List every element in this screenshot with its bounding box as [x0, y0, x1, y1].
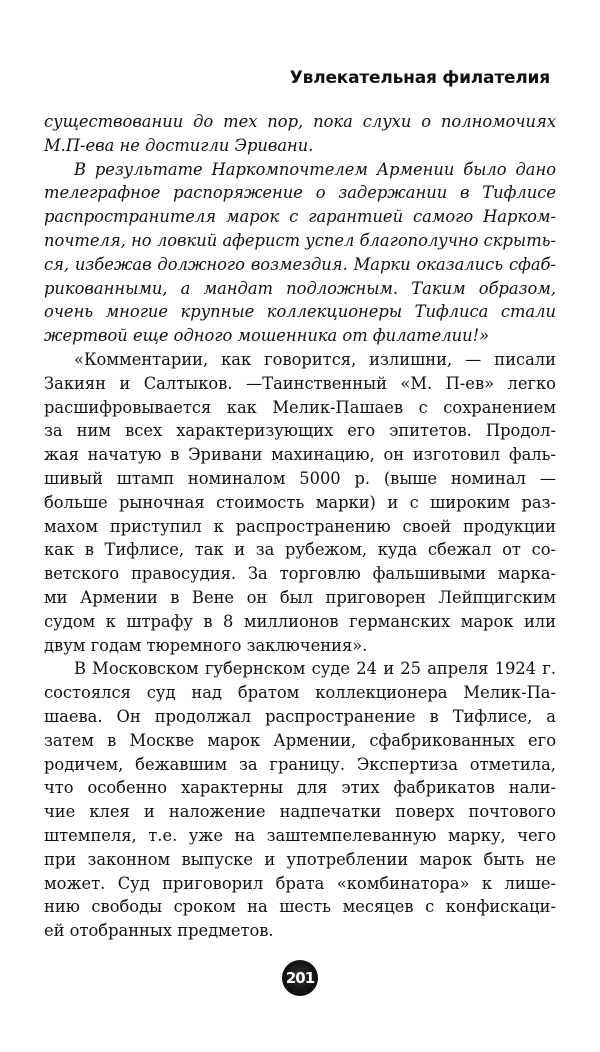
paragraph — [44, 657, 556, 943]
text-line: махом приступил к распространению своей продукции — [44, 516, 556, 536]
text-line: нию свободы сроком на шесть месяцев с конфискаци- — [44, 897, 556, 917]
text-line: может. Суд приговорил брата «комбинатора» к лише- — [44, 873, 556, 893]
text-line: шивый штамп номиналом 5000 р. (выше номинал — — [44, 468, 556, 488]
text-line: В Московском губернском суде 24 и 25 апреля 1924 г. — [74, 659, 556, 679]
text-line: состоялся суд над братом коллекционера Мелик-Па- — [44, 683, 556, 703]
text-line: жертвой еще одного мошенника от филателии!» — [44, 326, 490, 346]
paragraph — [44, 158, 556, 348]
text-line: М.П-ева не достигли Эривани. — [44, 135, 314, 155]
text-line: что особенно характерны для этих фабрикатов нали- — [44, 778, 556, 798]
text-line: больше рыночная стоимость марки) и с широким раз- — [44, 492, 556, 512]
text-line: ми Армении в Вене он был приговорен Лейпцигским — [44, 587, 556, 607]
text-line: шаева. Он продолжал распространение в Тифлисе, а — [44, 706, 556, 726]
text-line: ся, избежав должного возмездия. Марки оказались сфаб- — [44, 254, 556, 274]
text-line: существовании до тех пор, пока слухи о полномочиях — [44, 112, 556, 131]
text-line: рикованными, а мандат подложным. Таким образом, — [44, 278, 556, 298]
text-line: распространителя марок с гарантией самого Нарком- — [44, 207, 556, 227]
text-line: Закиян и Салтыков. —Таинственный «М. П-ев» легко — [44, 373, 556, 393]
text-line: В результате Наркомпочтелем Армении было дано — [74, 159, 556, 179]
text-line: жая начатую в Эривани махинацию, он изготовил фаль- — [44, 445, 556, 465]
text-line: ветского правосудия. За торговлю фальшивыми марка- — [44, 564, 556, 584]
text-line: почтеля, но ловкий аферист успел благополучно скрыть- — [44, 230, 556, 250]
text-line: двум годам тюремного заключения». — [44, 635, 368, 655]
text-line: очень многие крупные коллекционеры Тифлиса стали — [44, 302, 556, 322]
text-line: расшифровывается как Мелик-Пашаев с сохранением — [44, 397, 556, 417]
text-line: при законном выпуске и употреблении марок быть не — [44, 849, 556, 869]
text-line: ей отобранных предметов. — [44, 921, 274, 941]
page-number-badge: 201 — [282, 960, 318, 996]
running-head: Увлекательная филателия — [289, 68, 550, 88]
paragraph — [44, 348, 556, 657]
text-line: «Комментарии, как говорится, излишни, — писали — [74, 349, 556, 369]
paragraph-continuation — [44, 110, 556, 158]
text-line: судом к штрафу в 8 миллионов германских марок или — [44, 611, 556, 631]
text-line: как в Тифлисе, так и за рубежом, куда сбежал от со- — [44, 540, 556, 560]
body-text — [44, 110, 556, 943]
text-line: затем в Москве марок Армении, сфабрикованных его — [44, 730, 556, 750]
text-line: родичем, бежавшим за границу. Экспертиза отметила, — [44, 754, 556, 774]
text-line: штемпеля, т.е. уже на заштемпелеванную марку, чего — [44, 825, 556, 845]
text-line: телеграфное распоряжение о задержании в Тифлисе — [44, 183, 556, 203]
text-line: за ним всех характеризующих его эпитетов. Продол- — [44, 421, 556, 441]
text-line: чие клея и наложение надпечатки поверх почтового — [44, 802, 556, 822]
